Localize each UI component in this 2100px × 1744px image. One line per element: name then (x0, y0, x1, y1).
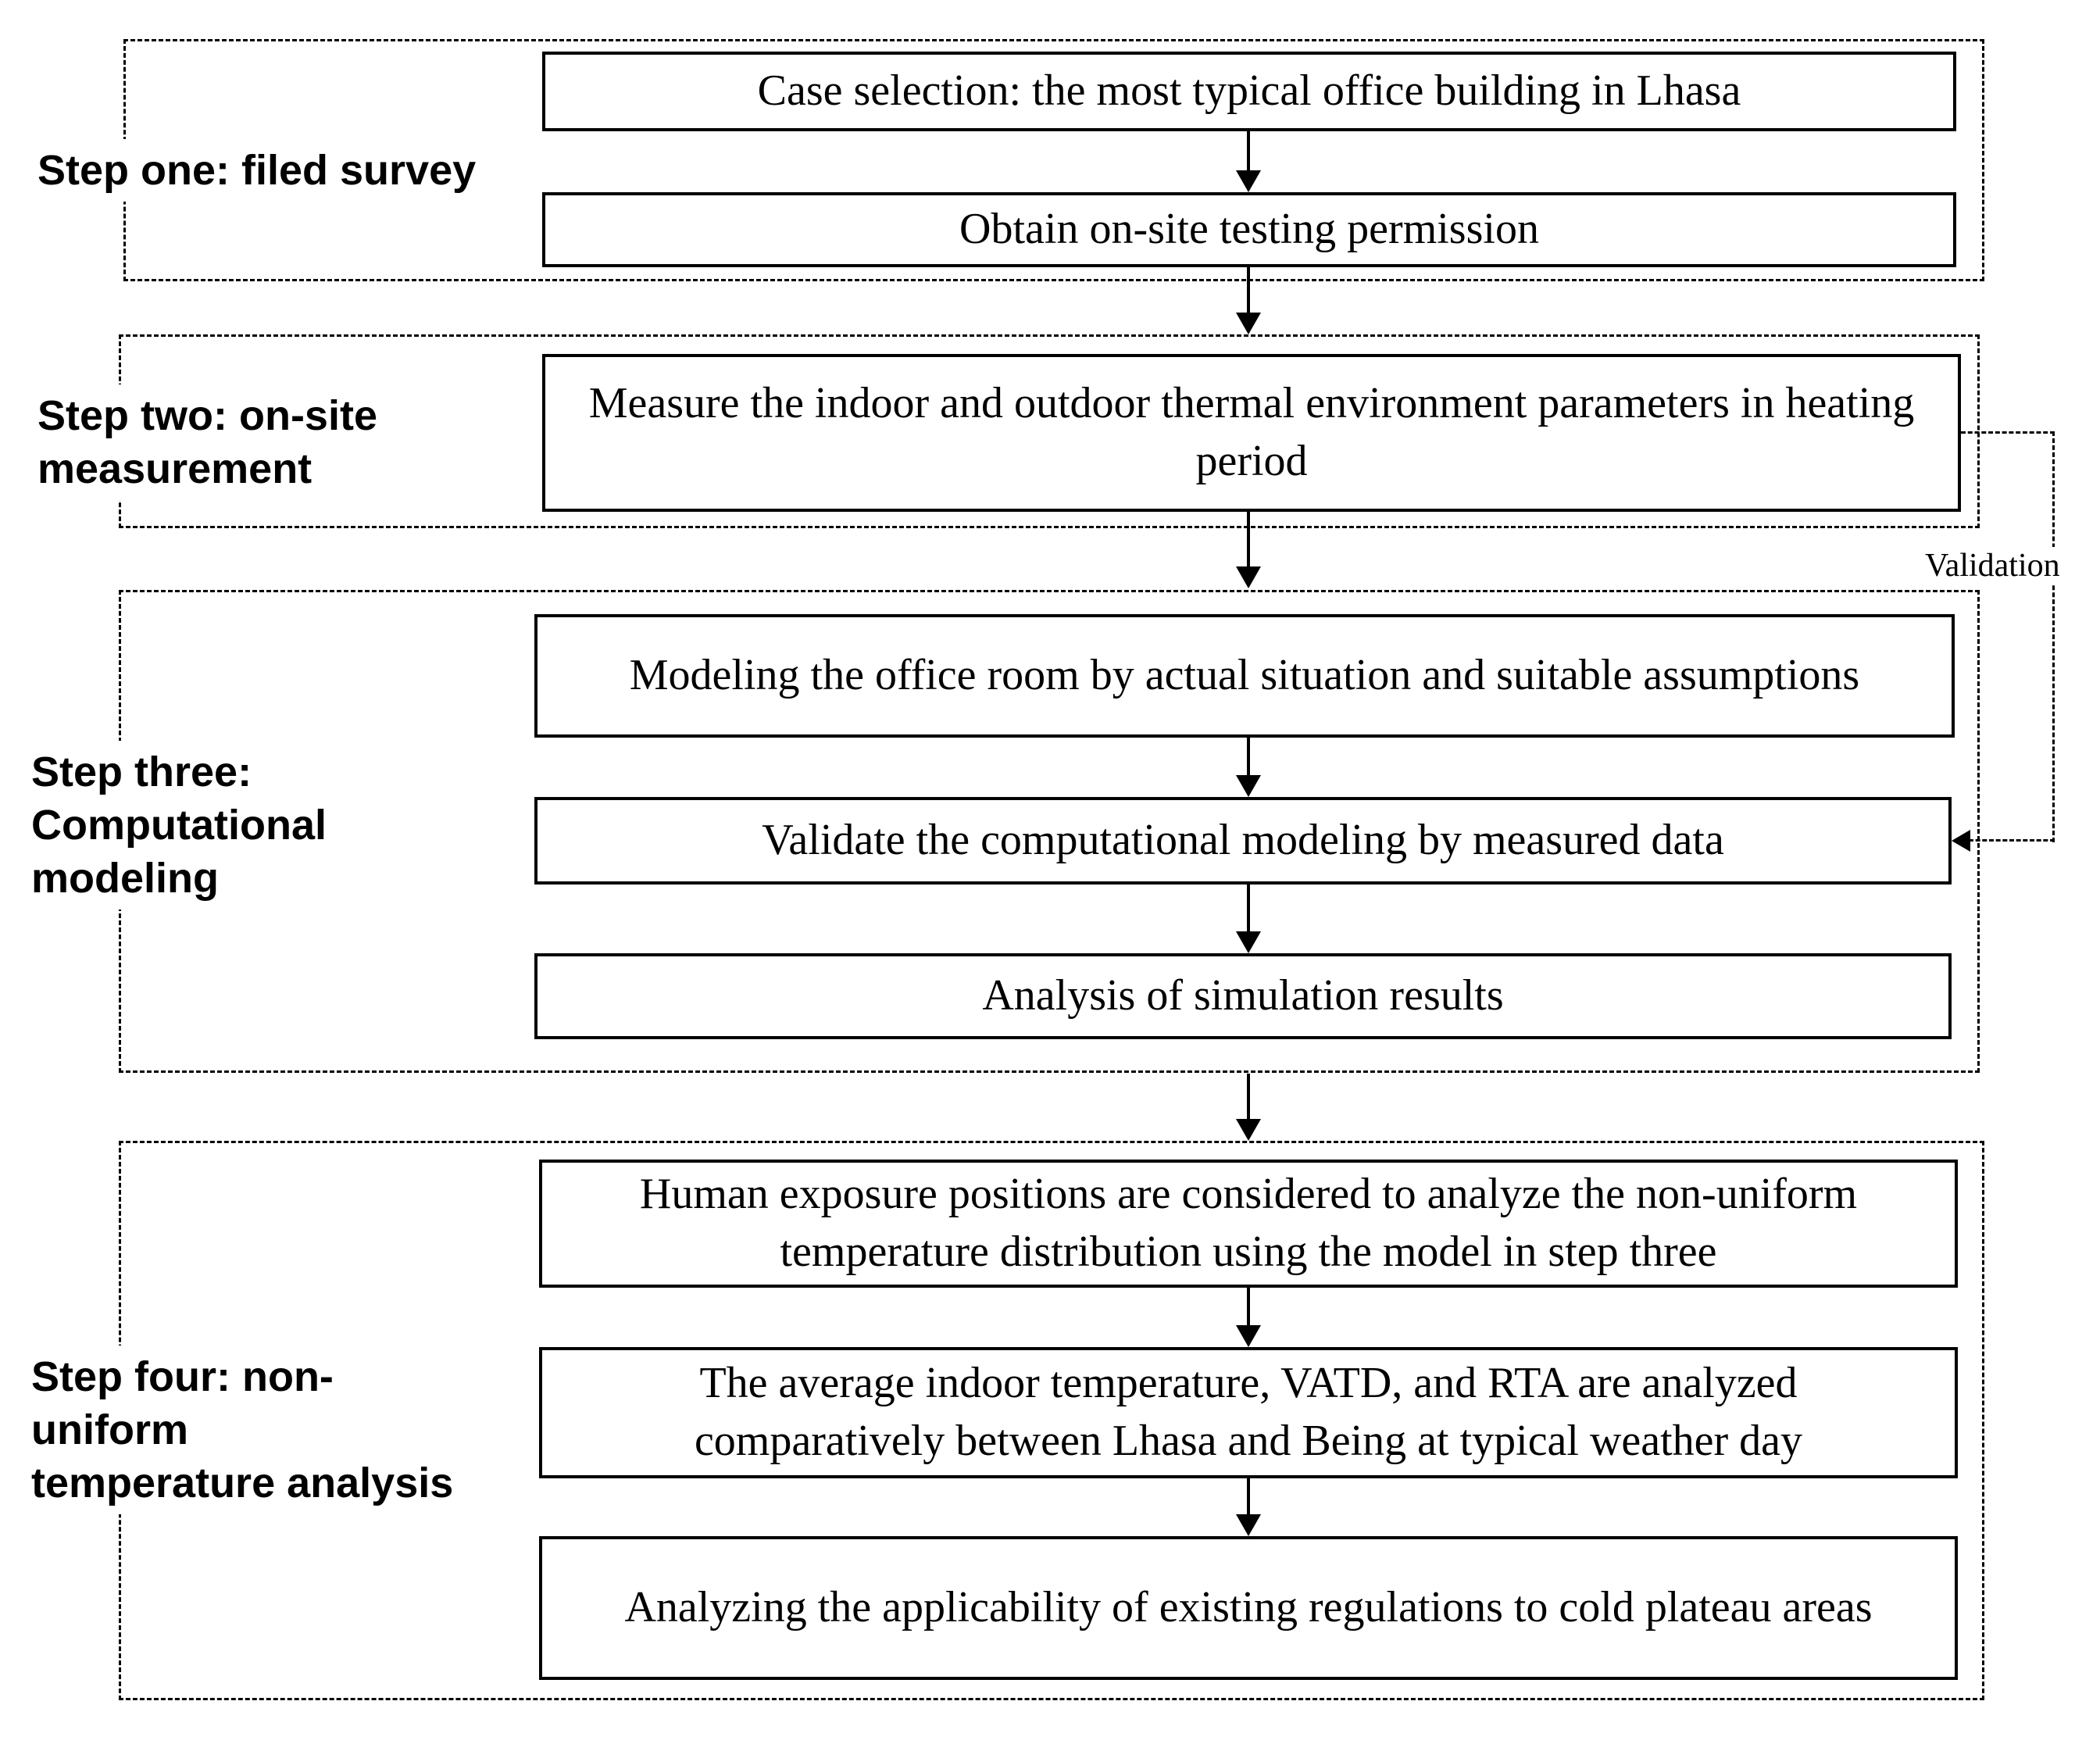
flow-box-comparative-analysis: The average indoor temperature, VATD, and RTA are analyzed comparatively between Lhasa and Being at typical weather day (539, 1347, 1958, 1478)
validation-connector-side (2052, 431, 2055, 842)
arrow-line-3 (1247, 512, 1250, 568)
flow-box-case-selection: Case selection: the most typical office building in Lhasa (542, 52, 1956, 131)
flow-box-modeling-office-room: Modeling the office room by actual situation and suitable assumptions (534, 614, 1955, 738)
step-four-label-line: uniform (31, 1406, 188, 1454)
step-four-label (31, 1346, 464, 1514)
step-two-label-line: measurement (38, 445, 312, 493)
arrow-line-4 (1247, 738, 1250, 777)
step-one-label-line: Step one: filed survey (38, 147, 477, 194)
step-four-label-line: Step four: non- (31, 1353, 334, 1400)
flow-box-simulation-analysis: Analysis of simulation results (534, 953, 1952, 1039)
arrow-head-down-8 (1236, 1514, 1261, 1536)
arrow-line-8 (1247, 1478, 1250, 1516)
validation-label: Validation (1922, 547, 2063, 584)
arrow-line-6 (1247, 1074, 1250, 1120)
flow-box-measure-parameters: Measure the indoor and outdoor thermal environment parameters in heating period (542, 354, 1961, 512)
flow-box-human-exposure: Human exposure positions are considered to analyze the non-uniform temperature distribution using the model in step three (539, 1160, 1958, 1288)
validation-connector-bottom (1969, 839, 2055, 842)
step-four-label-line: temperature analysis (31, 1460, 454, 1507)
flow-box-validate-model: Validate the computational modeling by measured data (534, 797, 1952, 885)
step-three-label-line: Step three: (31, 749, 252, 795)
step-three-label (31, 741, 338, 910)
arrow-head-down-1 (1236, 170, 1261, 192)
arrow-line-2 (1247, 267, 1250, 314)
arrow-head-down-4 (1236, 775, 1261, 797)
arrow-line-7 (1247, 1288, 1250, 1327)
step-one-label (38, 139, 487, 202)
validation-arrowhead-left (1952, 830, 1970, 852)
arrow-line-1 (1247, 131, 1250, 172)
arrow-line-5 (1247, 885, 1250, 933)
arrow-head-down-2 (1236, 313, 1261, 334)
step-two-label (38, 384, 388, 500)
arrow-head-down-3 (1236, 566, 1261, 588)
arrow-head-down-6 (1236, 1119, 1261, 1141)
step-three-label-line: Computational (31, 802, 327, 849)
arrow-head-down-7 (1236, 1325, 1261, 1347)
flow-box-regulation-applicability: Analyzing the applicability of existing regulations to cold plateau areas (539, 1536, 1958, 1680)
step-two-label-line: Step two: on-site (38, 392, 377, 439)
validation-connector-top (1961, 431, 2055, 434)
step-three-label-line: modeling (31, 855, 219, 902)
arrow-head-down-5 (1236, 931, 1261, 953)
flow-box-testing-permission: Obtain on-site testing permission (542, 192, 1956, 267)
